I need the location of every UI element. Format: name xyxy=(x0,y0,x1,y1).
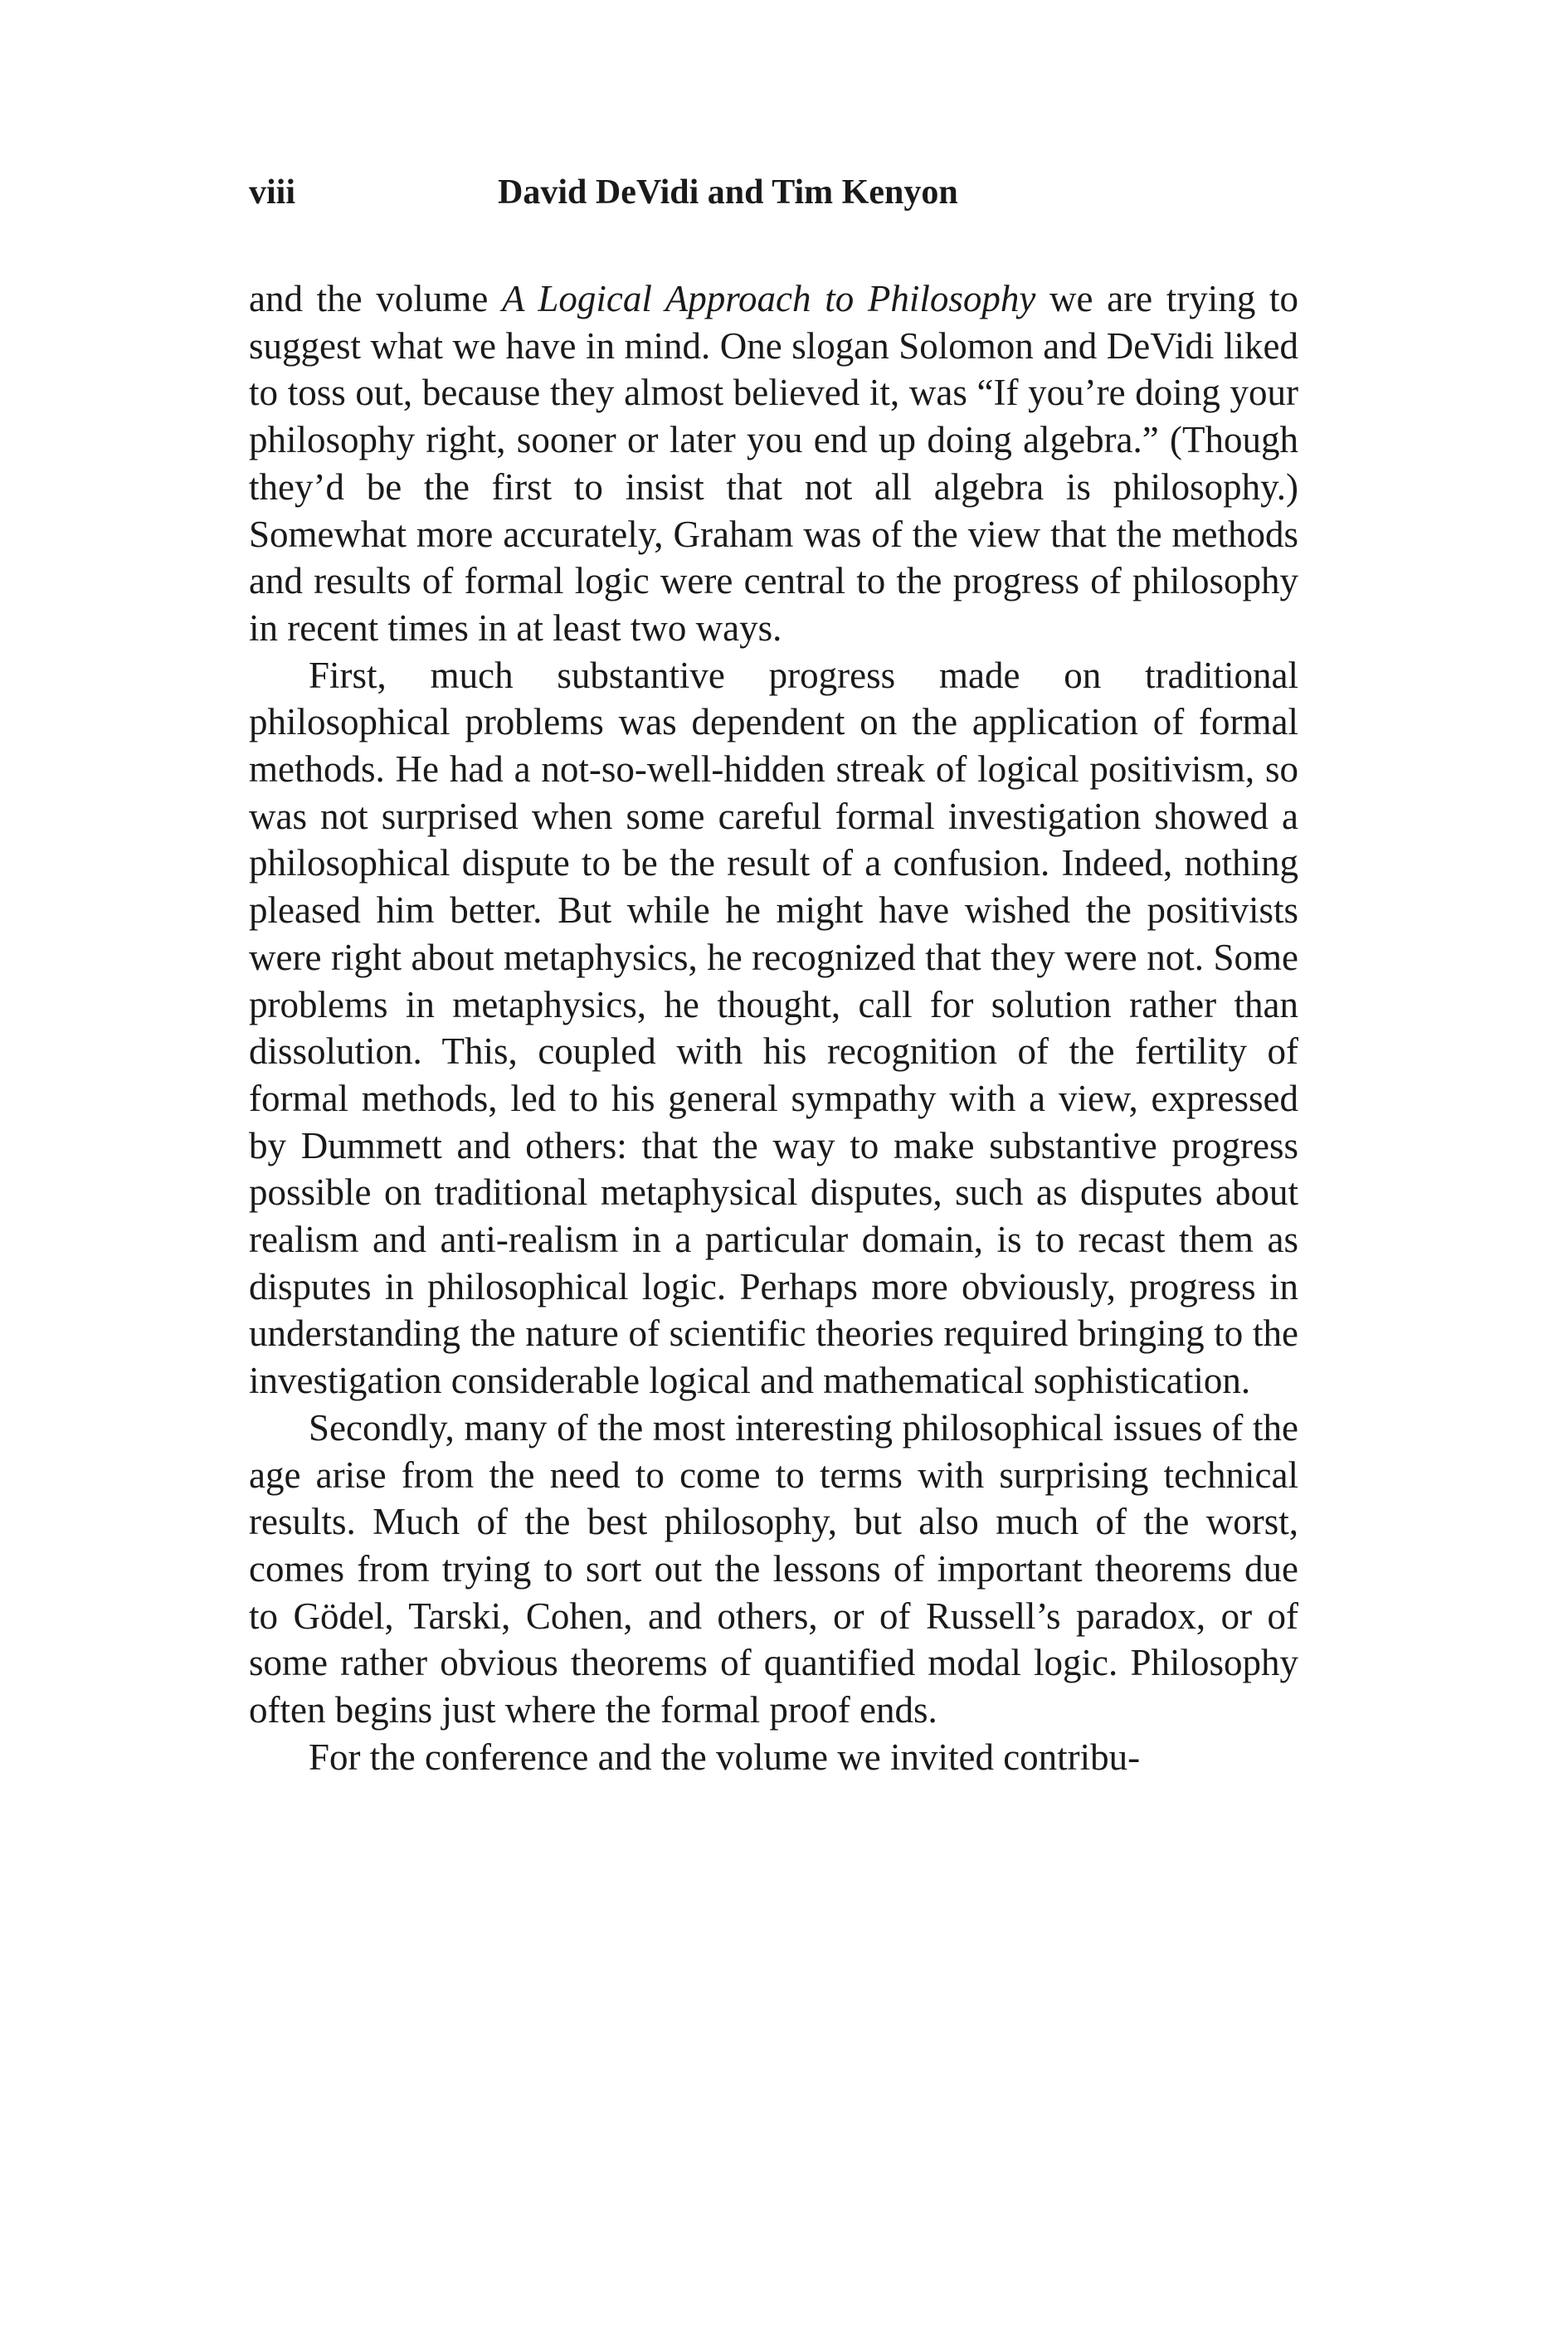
running-head-authors: David DeVidi and Tim Kenyon xyxy=(498,173,958,212)
running-head xyxy=(249,166,1298,219)
body-text xyxy=(249,275,1298,1781)
paragraph-2: First, much substantive progress made on traditional philosophical problems was dependent on the application of formal methods. He had a not-so-well-hidden streak of logical positivism, so was not surprised when some careful formal investigation showed a philosophical dispute to be the result of a confusion. Indeed, nothing pleased him better. But while he might have wished the positivists were right about metaphysics, he recognized that they were not. Some problems in metaphysics, he thought, call for solution rather than dissolution. This, coupled with his recognition of the fertility of formal methods, led to his general sympathy with a view, expressed by Dummett and others: that the way to make substantive progress possible on traditional metaphysical disputes, such as disputes about realism and anti-realism in a particular domain, is to recast them as disputes in philosophical logic. Perhaps more obviously, progress in understanding the nature of scientific theories required bringing to the investigation considerable logical and mathematical sophistication. xyxy=(249,654,1298,1402)
paragraph-1-lead: and the volume xyxy=(249,278,502,319)
paragraph-1-text: we are trying to suggest what we have in mind. One slogan Solomon and DeVidi liked to toss out, because they almost believed it, was “If you’re doing your philosophy right, sooner or later you end up doing algebra.” (Though they’d be the first to insist that not all algebra is philosophy.) Somewhat more accurately, Graham was of the view that the methods and results of formal logic were central to the progress of philosophy in recent times in at least two ways. xyxy=(249,278,1298,649)
page-number: viii xyxy=(249,173,296,212)
paragraph-4: For the conference and the volume we invited contribu- xyxy=(309,1736,1141,1778)
book-title-italic: A Logical Approach to Philosophy xyxy=(501,278,1036,319)
paragraph-3: Secondly, many of the most interesting philosophical issues of the age arise from the need to come to terms with surprising technical results. Much of the best philosophy, but also much of the worst, comes from trying to sort out the lessons of important theorems due to Gödel, Tarski, Cohen, and others, or of Russell’s paradox, or of some rather obvious theorems of quantified modal logic. Philosophy often begins just where the formal proof ends. xyxy=(249,1406,1298,1731)
book-page xyxy=(249,166,1298,1781)
paragraph-1 xyxy=(249,275,1298,652)
